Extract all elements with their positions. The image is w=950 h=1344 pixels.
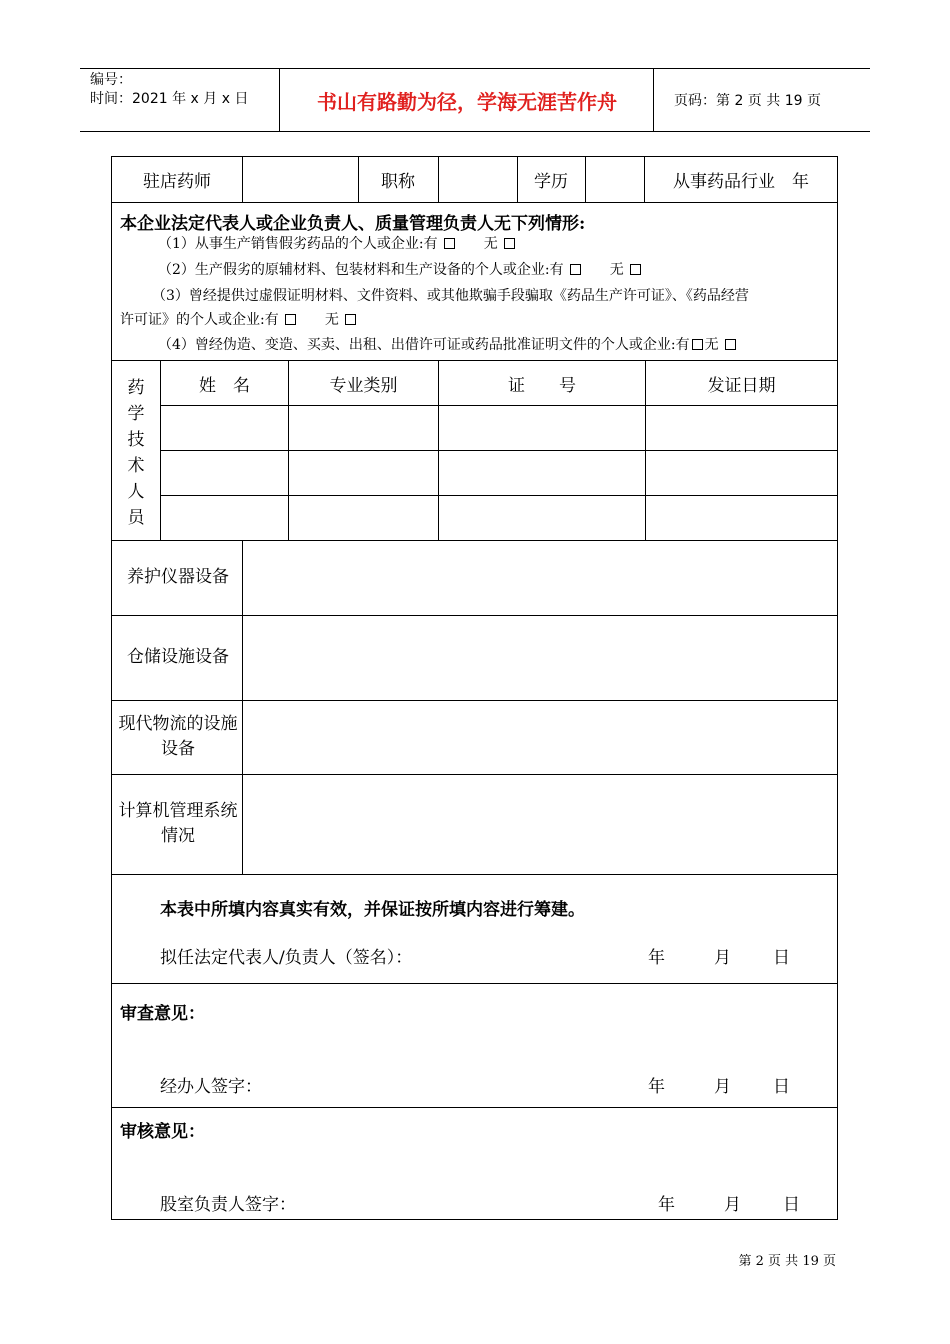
experience-label[interactable]: 从事药品行业 年 [673,172,809,192]
row-divider [112,874,837,875]
audit-signer[interactable]: 股室负责人签字： [160,1195,296,1215]
review-title: 审查意见： [120,1004,205,1024]
col-header-issue-date: 发证日期 [707,375,776,396]
col-header-cert-no: 证 号 [508,375,576,396]
pledge-day: 日 [773,948,790,968]
declaration-item-4-text: （4）曾经伪造、变造、买卖、出租、出借许可证或药品批准证明文件的个人或企业: [158,337,676,353]
no-checkbox[interactable] [725,339,736,350]
side-char: 学 [127,404,145,424]
no-label: 无 [324,312,339,328]
page-footer: 第 2 页 共 19 页 [738,1254,836,1269]
yes-label: 有 [264,312,279,328]
no-label: 无 [704,337,719,353]
yes-checkbox[interactable] [692,339,703,350]
declaration-heading: 本企业法定代表人或企业负责人、质量管理负责人无下列情形: [120,214,586,234]
audit-day: 日 [783,1195,800,1215]
yes-checkbox[interactable] [285,314,296,325]
computer-field[interactable] [243,775,837,874]
col-header-major: 专业类别 [329,375,398,396]
declaration-item-2 [158,259,643,279]
pledge-year: 年 [648,948,665,968]
maintenance-field[interactable] [243,541,837,615]
logistics-label: 现代物流的设施设备 [118,714,238,759]
yes-label: 有 [549,262,564,278]
no-checkbox[interactable] [504,238,515,249]
yes-checkbox[interactable] [444,238,455,249]
no-label: 无 [483,236,498,252]
row-divider [112,1107,837,1108]
review-month: 月 [714,1077,731,1097]
time-label: 时间：2021 年 x 月 x 日 [90,91,249,107]
review-day: 日 [773,1077,790,1097]
declaration-item-2-text: （2）生产假劣的原辅材料、包装材料和生产设备的个人或企业: [158,262,550,278]
page-number-label [664,69,870,131]
header-meta [80,69,280,131]
side-char: 技 [127,430,145,450]
logistics-field[interactable] [243,701,837,774]
yes-label: 有 [423,236,438,252]
pledge-statement: 本表中所填内容真实有效，并保证按所填内容进行筹建。 [160,900,585,920]
no-checkbox[interactable] [630,264,641,275]
number-label: 编号： [90,72,132,88]
pledge-signer[interactable]: 拟任法定代表人/负责人（签名）： [160,948,413,968]
declaration-item-1-text: （1）从事生产销售假劣药品的个人或企业: [158,236,424,252]
pharmacist-field[interactable] [243,157,358,202]
motto: 书山有路勤为径，学海无涯苦作舟 [281,69,654,131]
no-label: 无 [609,262,624,278]
declaration-item-3a: （3）曾经提供过虚假证明材料、文件资料、或其他欺骗手段骗取《药品生产许可证》、《药品经营 [152,288,749,304]
audit-year: 年 [658,1195,675,1215]
page-number-text: 页码：第 2 页 共 19 页 [674,93,821,109]
page-header [80,68,870,132]
no-checkbox[interactable] [345,314,356,325]
declaration-item-3b [120,309,358,329]
audit-title: 审核意见： [120,1122,205,1142]
audit-month: 月 [724,1195,741,1215]
application-form [111,156,838,1220]
declaration-item-4 [158,334,738,354]
side-char: 药 [127,378,145,398]
declaration-item-1 [158,233,517,253]
staff-side-label [112,375,160,531]
title-field[interactable] [439,157,517,202]
storage-field[interactable] [243,616,837,700]
pharmacist-label: 驻店药师 [143,172,211,192]
row-divider [112,202,837,203]
maintenance-label: 养护仪器设备 [127,567,229,587]
review-year: 年 [648,1077,665,1097]
computer-label: 计算机管理系统情况 [118,801,238,846]
row-divider [160,450,837,451]
declaration-item-3-text: 许可证》的个人或企业: [120,312,265,328]
row-divider [160,495,837,496]
row-divider [160,405,837,406]
yes-label: 有 [675,337,690,353]
storage-label: 仓储设施设备 [127,647,229,667]
education-label: 学历 [534,172,568,192]
side-char: 人 [127,482,145,502]
row-divider [112,983,837,984]
pledge-month: 月 [714,948,731,968]
side-char: 术 [127,456,145,476]
review-signer[interactable]: 经办人签字： [160,1077,262,1097]
col-header-name: 姓 名 [199,375,250,396]
side-char: 员 [127,508,145,528]
yes-checkbox[interactable] [570,264,581,275]
education-field[interactable] [586,157,644,202]
title-label: 职称 [381,172,415,192]
